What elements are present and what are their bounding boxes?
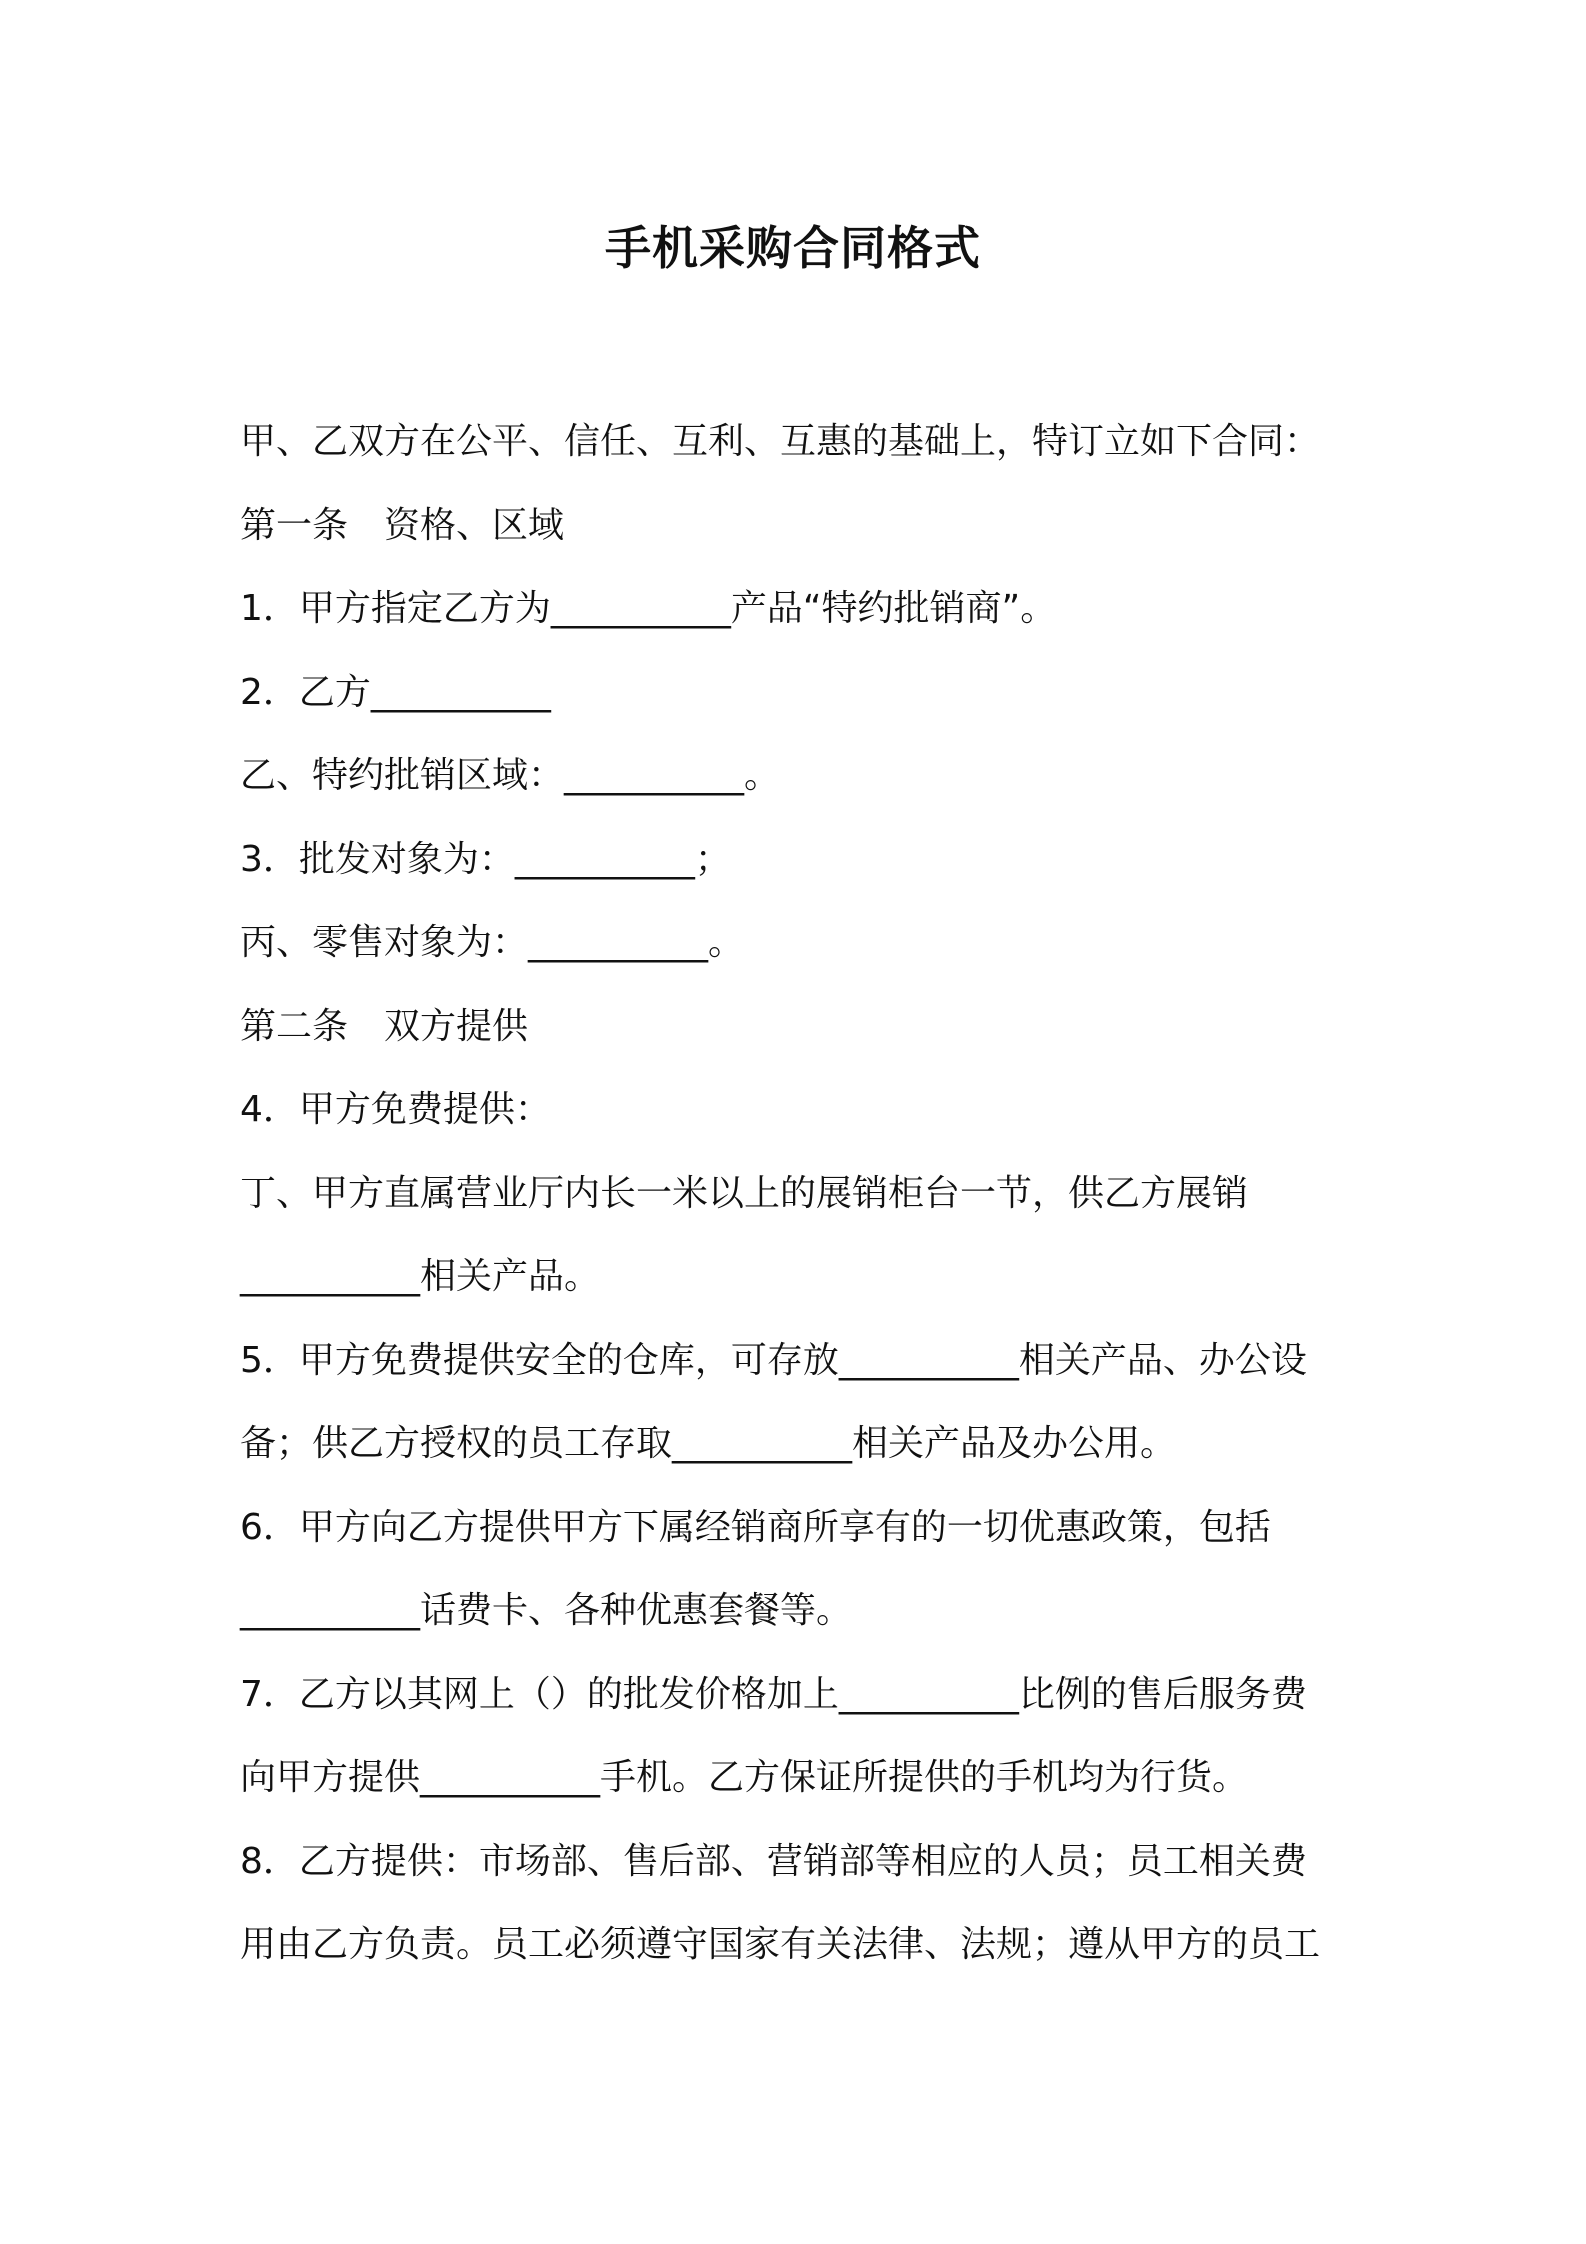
clause-retail-target: 丙、零售对象为：__________。	[240, 922, 745, 963]
clause-counter-line-1: 丁、甲方直属营业厅内长一米以上的展销柜台一节，供乙方展销	[240, 1172, 1249, 1214]
clause-6-line-2: __________话费卡、各种优惠套餐等。	[240, 1590, 853, 1631]
clause-counter-line-2: __________相关产品。	[240, 1256, 601, 1297]
clause-2: 2．乙方__________	[240, 671, 551, 713]
article-2-heading: 第二条 双方提供	[240, 1005, 529, 1047]
document-title: 手机采购合同格式	[605, 221, 981, 275]
clause-6-line-1: 6．甲方向乙方提供甲方下属经销商所享有的一切优惠政策，包括	[240, 1506, 1271, 1548]
clause-3: 3．批发对象为：__________；	[240, 838, 731, 880]
clause-5-line-2: 备；供乙方授权的员工存取__________相关产品及办公用。	[240, 1423, 1177, 1464]
article-1-heading: 第一条 资格、区域	[240, 504, 565, 546]
clause-8-line-1: 8．乙方提供：市场部、售后部、营销部等相应的人员；员工相关费	[240, 1840, 1307, 1882]
clause-8-line-2: 用由乙方负责。员工必须遵守国家有关法律、法规；遵从甲方的员工	[240, 1924, 1321, 1965]
clause-5-line-1: 5．甲方免费提供安全的仓库，可存放__________相关产品、办公设	[240, 1339, 1307, 1381]
clause-4: 4．甲方免费提供：	[240, 1089, 551, 1130]
clause-1: 1．甲方指定乙方为__________产品“特约批销商”。	[240, 588, 1057, 629]
clause-sales-region: 乙、特约批销区域：__________。	[240, 755, 781, 796]
paragraph-intro: 甲、乙双方在公平、信任、互利、互惠的基础上，特订立如下合同：	[240, 421, 1321, 462]
clause-7-line-2: 向甲方提供__________手机。乙方保证所提供的手机均为行货。	[240, 1757, 1249, 1798]
document-body	[240, 400, 1360, 1987]
clause-7-line-1: 7．乙方以其网上（）的批发价格加上__________比例的售后服务费	[240, 1673, 1307, 1715]
